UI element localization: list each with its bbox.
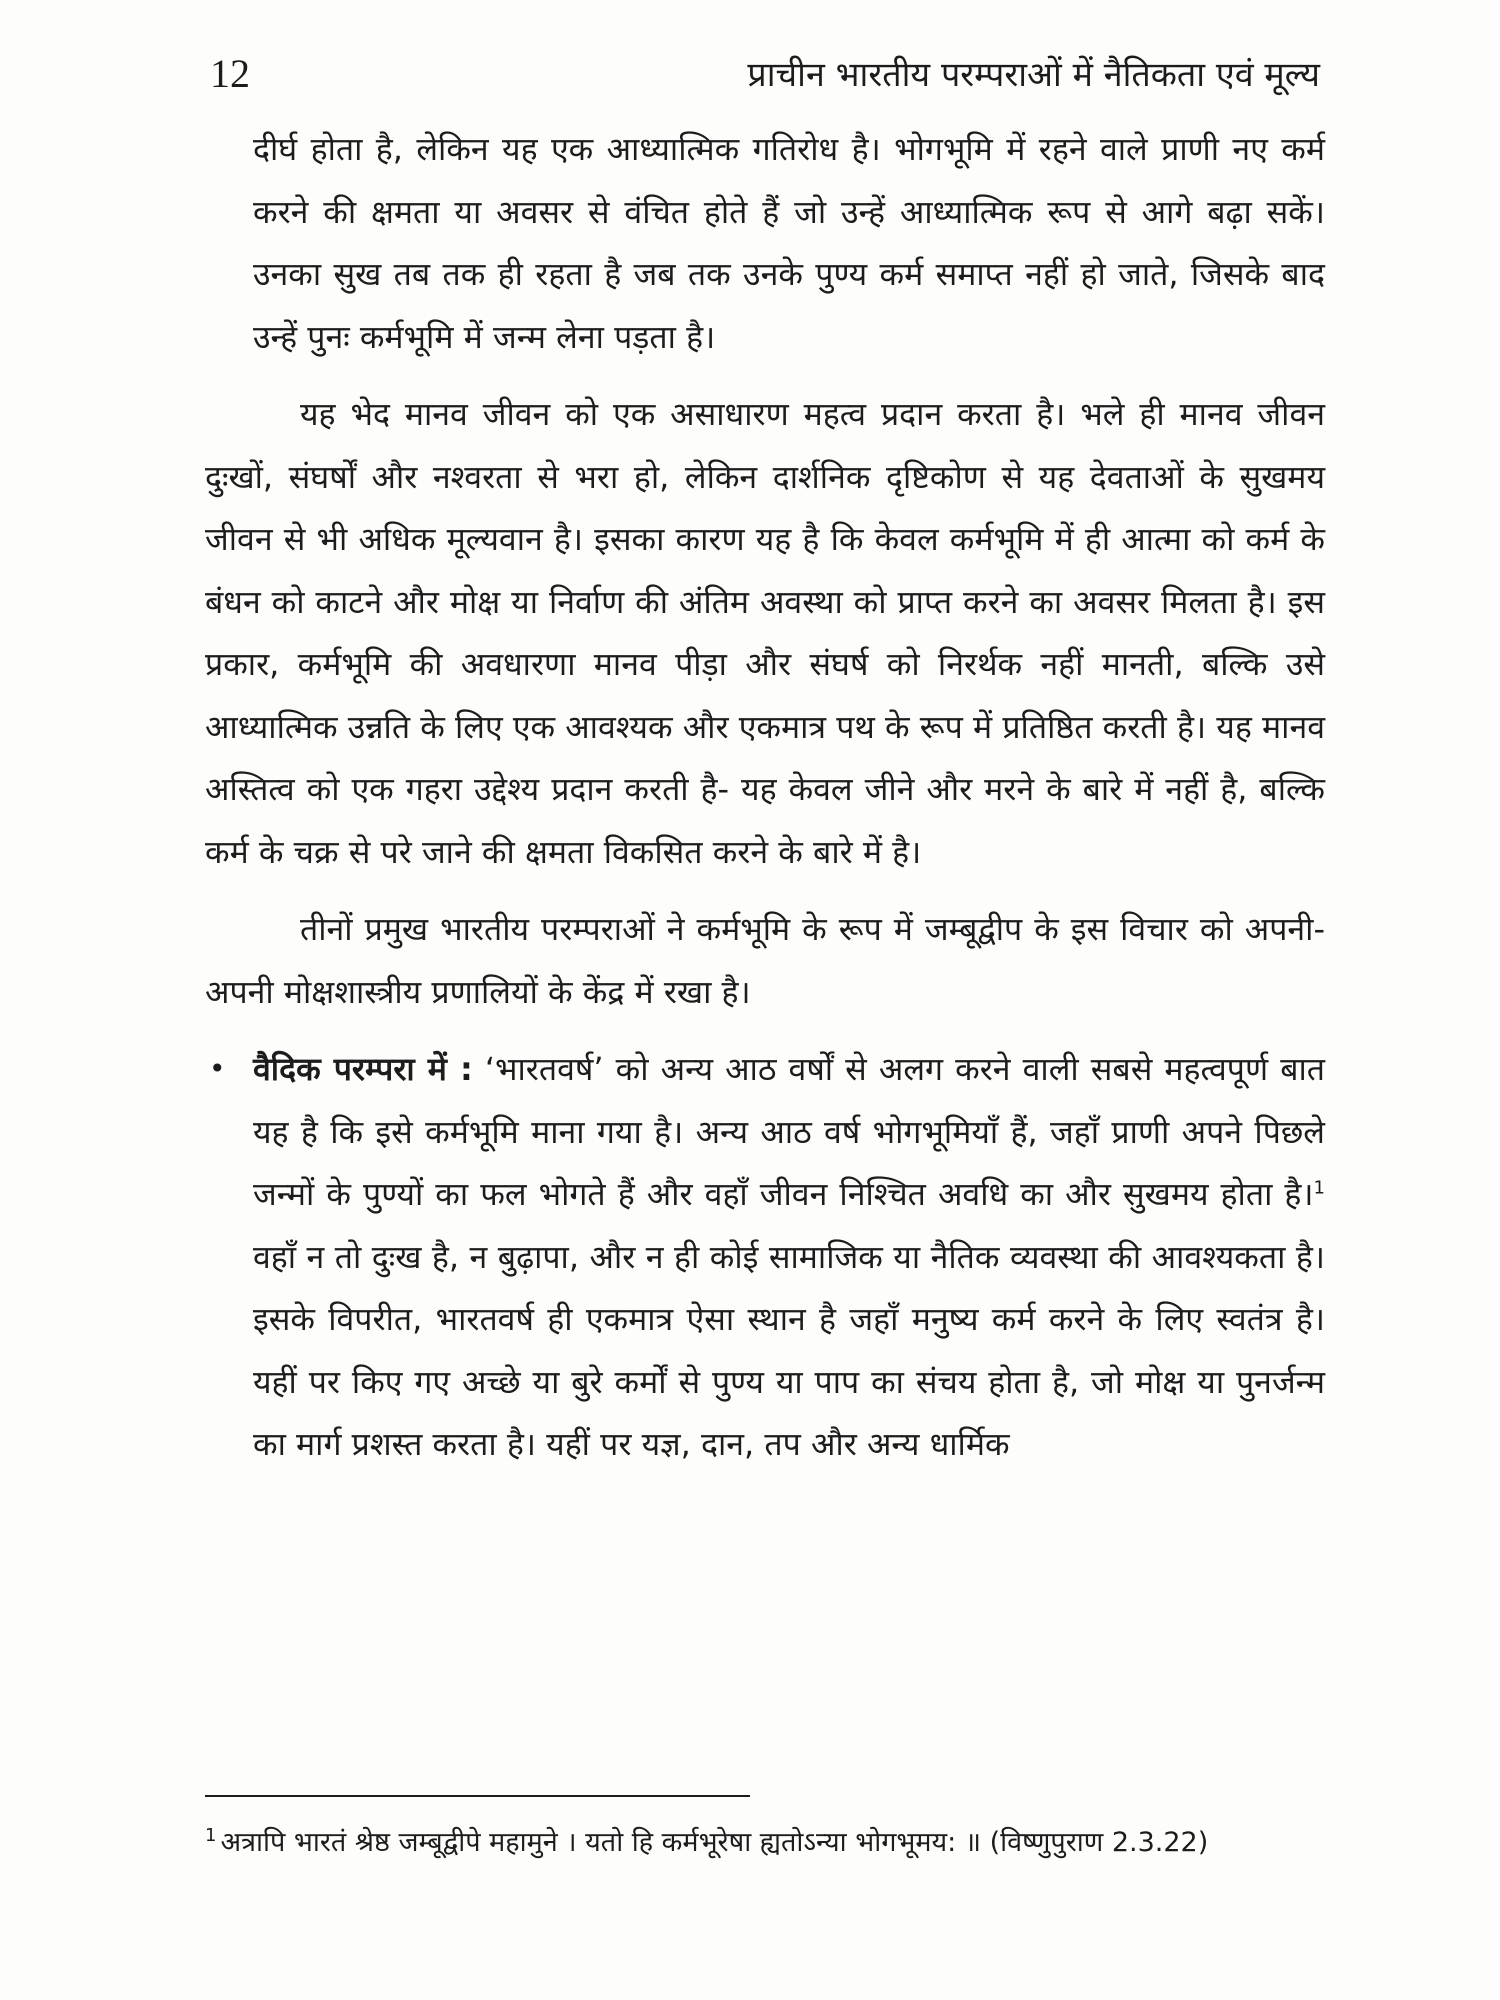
bullet-icon: • [209,1052,226,1085]
footnote-text: अत्रापि भारतं श्रेष्ठ जम्बूद्वीपे महामुने । यतो हि कर्मभूरेषा ह्यतोऽन्या भोगभूमय: ॥ (विष्णुपुराण 2.3.22) [220,1827,1209,1858]
footnote-reference[interactable]: 1 [1313,1177,1325,1199]
page-header [210,38,1320,108]
footnote-mark: 1 [205,1825,217,1846]
footnote [205,1818,1325,1868]
running-title: प्राचीन भारतीय परम्पराओं में नैतिकता एवं मूल्य [747,55,1320,95]
paragraph: यह भेद मानव जीवन को एक असाधारण महत्व प्रदान करता है। भले ही मानव जीवन दुःखों, संघर्षों और नश्वरता से भरा हो, लेकिन दार्शनिक दृष्टिकोण से यह देवताओं के सुखमय जीवन से भी अधिक मूल्यवान है। इसका कारण यह है कि केवल कर्मभूमि में ही आत्मा को कर्म के बंधन को काटने और मोक्ष या निर्वाण की अंतिम अवस्था को प्राप्त करने का अवसर मिलता है। इस प्रकार, कर्मभूमि की अवधारणा मानव पीड़ा और संघर्ष को निरर्थक नहीं मानती, बल्कि उसे आध्यात्मिक उन्नति के लिए एक आवश्यक और एकमात्र पथ के रूप में प्रतिष्ठित करती है। यह मानव अस्तित्व को एक गहरा उद्देश्य प्रदान करती है- यह केवल जीने और मरने के बारे में नहीं है, बल्कि कर्म के चक्र से परे जाने की क्षमता विकसित करने के बारे में है। [205,395,1325,871]
bullet-item-vedic-tradition [205,1038,1325,1476]
footnote-divider [205,1795,750,1797]
bullet-text-continued: वहाँ न तो दुःख है, न बुढ़ापा, और न ही कोई सामाजिक या नैतिक व्यवस्था की आवश्यकता है। इसके विपरीत, भारतवर्ष ही एकमात्र ऐसा स्थान है जहाँ मनुष्य कर्म करने के लिए स्वतंत्र है। यहीं पर किए गए अच्छे या बुरे कर्मों से पुण्य या पाप का संचय होता है, जो मोक्ष या पुनर्जन्म का मार्ग प्रशस्त करता है। यहीं पर यज्ञ, दान, तप और अन्य धार्मिक [253,1237,1325,1463]
body-text [205,118,1325,1476]
bullet-label: वैदिक परम्परा में : [253,1050,473,1088]
paragraph-continued: दीर्घ होता है, लेकिन यह एक आध्यात्मिक गतिरोध है। भोगभूमि में रहने वाले प्राणी नए कर्म करने की क्षमता या अवसर से वंचित होते हैं जो उन्हें आध्यात्मिक रूप से आगे बढ़ा सकें। उनका सुख तब तक ही रहता है जब तक उनके पुण्य कर्म समाप्त नहीं हो जाते, जिसके बाद उन्हें पुनः कर्मभूमि में जन्म लेना पड़ता है। [253,130,1325,356]
bullet-text: ‘भारतवर्ष’ को अन्य आठ वर्षों से अलग करने वाली सबसे महत्वपूर्ण बात यह है कि इसे कर्मभूमि माना गया है। अन्य आठ वर्ष भोगभूमियाँ हैं, जहाँ प्राणी अपने पिछले जन्मों के पुण्यों का फल भोगते हैं और वहाँ जीवन निश्चित अवधि का और सुखमय होता है। [253,1050,1325,1213]
page-number: 12 [210,50,250,96]
paragraph: तीनों प्रमुख भारतीय परम्पराओं ने कर्मभूमि के रूप में जम्बूद्वीप के इस विचार को अपनी-अपनी मोक्षशास्त्रीय प्रणालियों के केंद्र में रखा है। [205,910,1325,1011]
